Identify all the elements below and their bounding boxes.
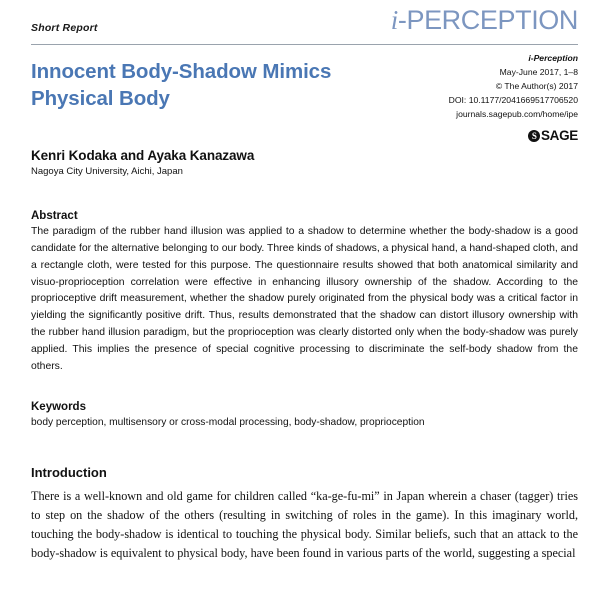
journal-masthead [391, 5, 578, 36]
author-names: Kenri Kodaka and Ayaka Kanazawa [31, 148, 255, 163]
issue-date: May-June 2017, 1–8 [499, 66, 578, 77]
header-divider [31, 44, 578, 45]
page-header [31, 0, 578, 46]
article-title: Innocent Body-Shadow Mimics Physical Body [31, 60, 332, 110]
author-block [31, 142, 578, 177]
paper-body [31, 210, 578, 563]
abstract-text: The paradigm of the rubber hand illusion was applied to a shadow to determine whether the body-shadow is a good candidate for the alternative belonging to our body. Three kinds of shadows, a physical hand, a hand-shaped cloth, and a rectangle cloth, were tested for this purpose. The questionnaire results showed that both anatomical similarity and visuo-proprioception correlation were effective in enhancing illusory ownership of the shadow. According to the proprioceptive drift measurement, whether the shadow purely originated from the physical body was a critical factor in yielding the significantly positive drift. Thus, results demonstrated that the shadow can distort illusory ownership with the rubber hand illusion paradigm, but the proprioception was clearly distorted only when the body-shadow was purely applied. This implies the presence of special cognitive processing to discriminate the self-body shadow from the others. [31, 226, 578, 372]
copyright-line: © The Author(s) 2017 [495, 80, 578, 91]
sage-wordmark: SAGE [540, 127, 578, 143]
keywords-text: body perception, multisensory or cross-modal processing, body-shadow, proprioception [31, 416, 425, 428]
masthead-text: -PERCEPTION [397, 5, 578, 35]
article-type-label: Short Report [31, 22, 98, 34]
keywords-heading: Keywords [31, 400, 86, 413]
journal-name: i-Perception [528, 53, 578, 63]
introduction-heading: Introduction [31, 464, 107, 480]
journal-url[interactable]: journals.sagepub.com/home/ipe [456, 108, 578, 119]
publication-metadata [348, 52, 578, 146]
sage-circle-icon: S [528, 130, 540, 142]
author-affiliation: Nagoya City University, Aichi, Japan [31, 166, 183, 177]
abstract-heading: Abstract [31, 210, 78, 222]
masthead-i-glyph: i [390, 5, 398, 35]
sage-logo [348, 125, 578, 147]
title-and-metadata [31, 46, 578, 142]
doi-line[interactable]: DOI: 10.1177/2041669517706520 [448, 94, 578, 105]
introduction-text: There is a well-known and old game for children called “ka-ge-fu-mi” in Japan wherein a chaser (tagger) tries to step on the shadow of the others (resulting in switching of roles in the game). In this imaginary world, touching the body-shadow is identical to touching the physical body. Similar beliefs, such that an attack to the body-shadow is equivalent to physical body, have been found in various parts of the world, suggesting a special [31, 488, 578, 560]
